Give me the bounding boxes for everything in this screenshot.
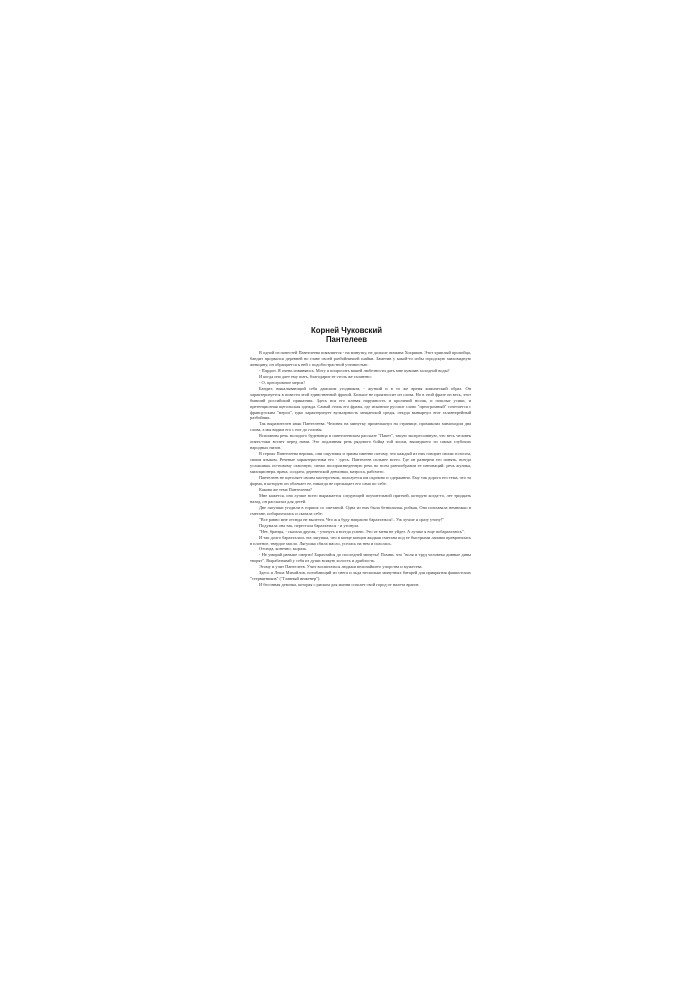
paragraph: - Не умирай раньше смерти! Барахтайся до последней минуты! Помни, что "воля и труд человека дивные дивы творят". Вырабатывай у себя из души всякую холость и дряблость. [250, 552, 471, 564]
paragraph: Мне кажется, она лучше всего выражается следующей поучительной притчей, которую когда-то, лет тридцать назад, он рассказал для детей. [250, 492, 471, 504]
paragraph: Пантелеев не щеголяет своим мастерством, пользуется им скромно и сдержанно. Ему так дорога его тема, что та форма, в которую он облекает ее, никогда не прельщает его сама по себе. [250, 475, 471, 486]
paragraph: Подумала она так, перестала барахтаться - и утонула. [259, 522, 360, 528]
paragraph: И бесонная девочка, которая с риском для жизни спасает свой город от налета врагов [259, 582, 419, 588]
paragraph: Вспомним речь молодого буденовца в пантелеевском рассказе "Пакет", такую экспрессивную, что весь человек опять-таки встает перед нами. Это подлинная речь рядового бойца той эпохи, вышедшего из самых глубоких народных низов. [250, 433, 471, 451]
paragraph: В героях Пантелеева веришь, они ощутимы и зримы именно потому, что каждый из них говорит своим голосом, своим языком. Речевые характеристики его - здесь. Пантелеев сильнее всего. Где он разверни его понять, всегда услышишь по-новому сквозную, свежо воспроизведенную речь во всем разнообразии ее интонаций: речь жулика, милиционера, врача, солдата, деревенской девчонки, матроса, рабочего. [250, 451, 471, 475]
document-header [0, 326, 693, 344]
paragraph: Отсюда, конечно, мораль. [259, 546, 308, 552]
paragraph: Здесь и Леша Михайлов, погибающий из снега и льда несколько минутных батарей для прикрытия фашистских "стервятников" ("Главный инженер"). [250, 570, 471, 582]
paragraph: Бандит, выкалывающий себя дамским угодником, - жуткий и в то же время комический образ. Он характеризуется в повести этой единственной фразой. Больше не произносит он слова. Но в этой фразе он весь, этот бывший российский приказчик. Здесь вся его плевая наружность и кроличий носик, и пошлые усики, и претенциозная щегольская одежда. Самый стиль его фразы, где исконное русское слово "преогромный" сочетается с французским "мерси", едко характеризует вульгарность мещанской среды, откуда вынырнул этот галантерейный разбойник. [250, 385, 471, 421]
paragraph: И так долго барахталась эта лягушка, что в конце концов жидкая сметана под ее быстрыми лапами превратилась в плотное, твердое масло. Лягушка сбила масло, уселась на нем и спаслась. [250, 534, 471, 546]
paragraph: Так выразителен язык Пантелеева. Человек на минутку промелькнул на странице, промямлил мимоходом два слова, а мы видим его с ног до головы. [250, 421, 471, 433]
document-body [250, 350, 471, 588]
paragraph: "Все равно мне отсюда не вылезти. Что ж я буду напрасно барахтаться!.. Уж лучше я сразу утону!" [259, 516, 445, 522]
paragraph: Две лягушки угодили в горшок со сметаной. Одна из них была безвольная, робкая. Она поплавала немножко в сметане, побарахталась и сказала себе: [250, 504, 471, 516]
author-name: Корней Чуковский [310, 326, 383, 335]
paragraph: Какова же тема Пантелеева? [259, 486, 313, 492]
document-title: Пантелеев [325, 335, 368, 344]
paragraph: И когда она дает ему пить, благодарит ее столь же галантно: [259, 373, 372, 379]
paragraph: Этому и учит Пантелеев. Учит воспитаться людьми величайшего упорства и мужества. [259, 564, 423, 570]
paragraph: "Нет, братцы, - сказала другая, - утонуть я всегда успею. Это от меня не уйдет. А лучше я еще побарахтаюсь". [259, 528, 465, 534]
paragraph: - Пардон. Я очень извиняюсь. Могу я попросить вашей любезности дать мне кувшин холодной воды? [259, 367, 450, 373]
paragraph: - О, преогромное мерси! [259, 379, 305, 385]
paragraph: В одной из повестей Пантелеева появляется - на минутку, не дольше атамана Хохряков. Этот хриплый пропойца, бандит прорвался деревней во главе своей разбойничьей шайки. Заметив у какой-то избы городскую миловидную женщину, он обращается к ней с подобострастной учтивостью: [250, 350, 471, 367]
